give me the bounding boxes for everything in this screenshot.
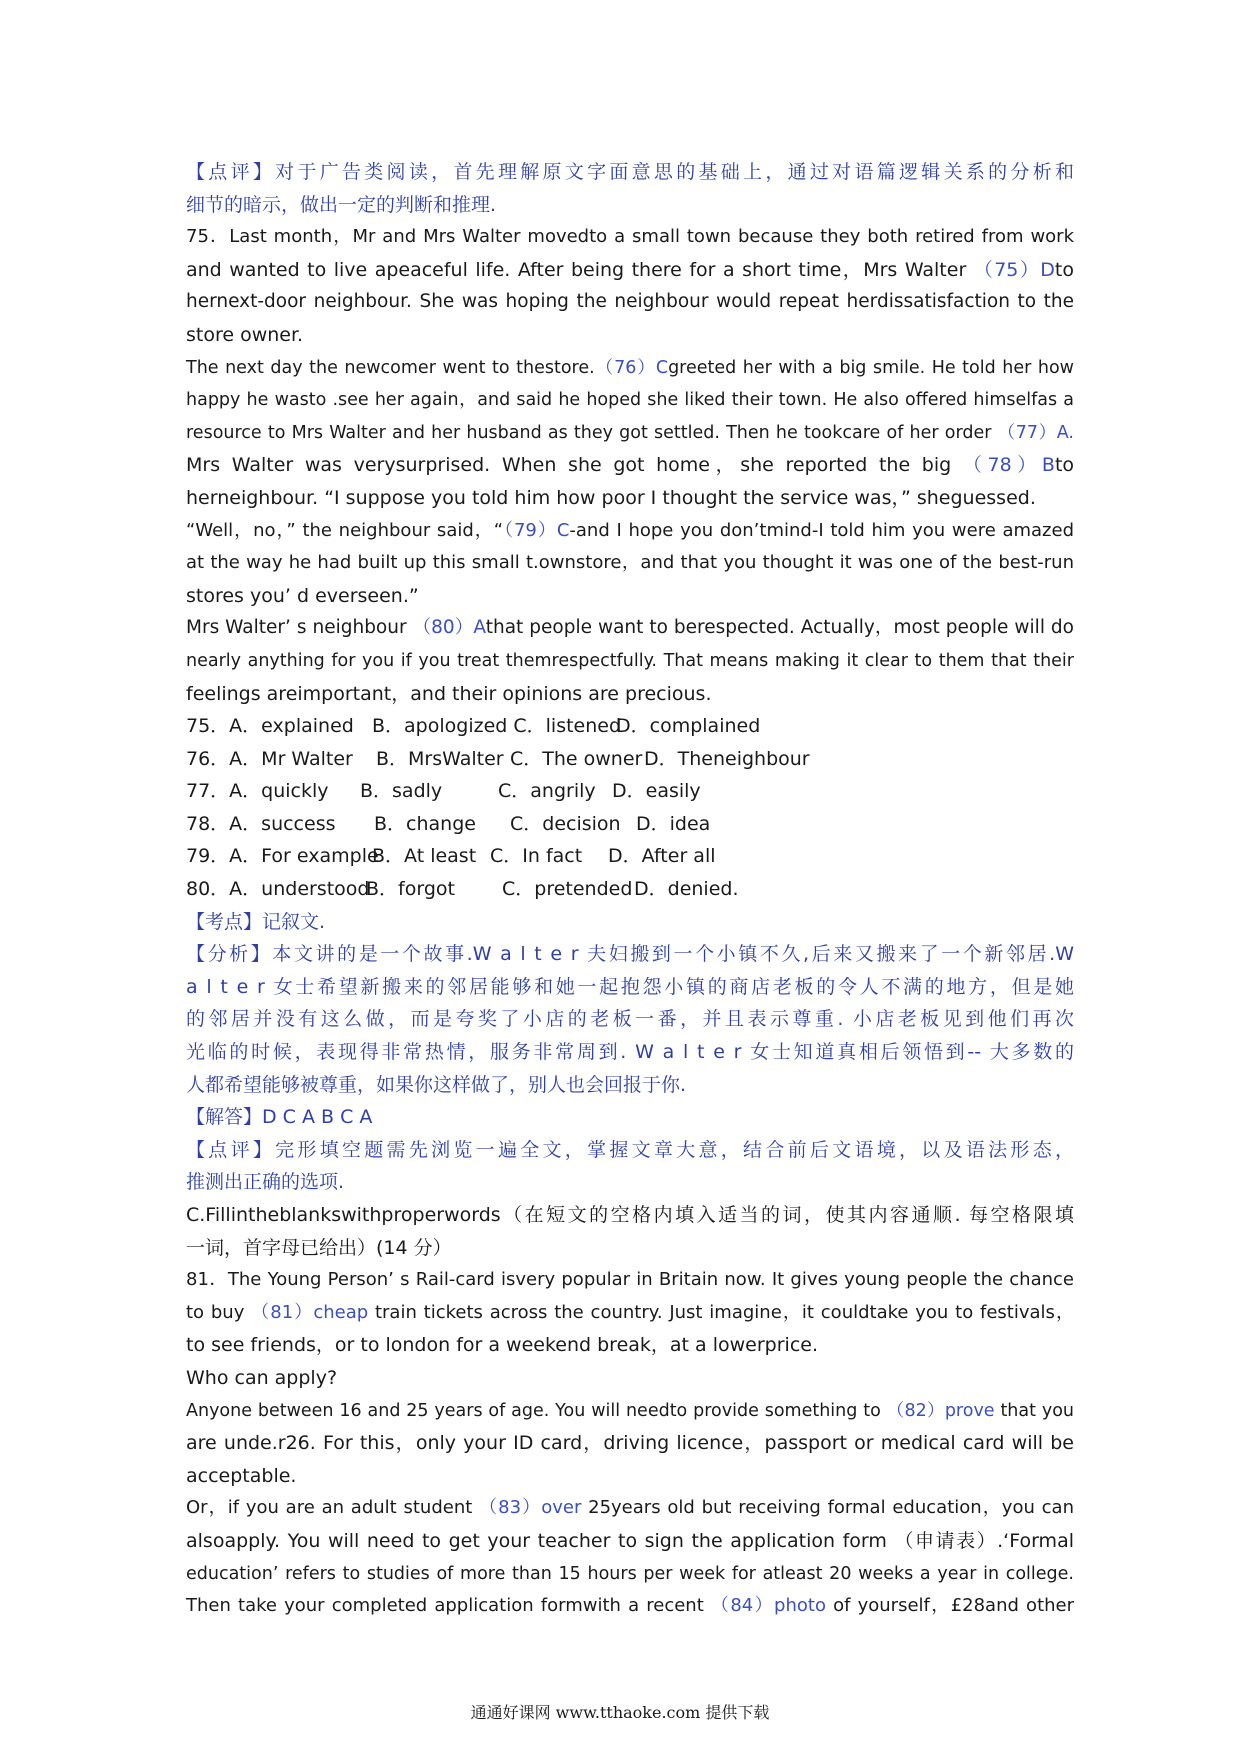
text-segment: to see friends，or to london for a weekend break，at a lowerprice. — [186, 1334, 819, 1357]
text-line — [186, 1166, 1074, 1199]
option-row — [186, 743, 1074, 776]
answer-mark: （77）A. — [997, 422, 1074, 443]
text-segment: 81．The Young Person’ s Rail-card isvery popular in Britain now. It gives young people the chance — [186, 1269, 1074, 1291]
text-segment: to buy — [186, 1301, 252, 1323]
text-line — [186, 938, 1074, 971]
text-segment: -and I hope you don’tmind-I told him you were amazed — [569, 519, 1075, 541]
text-segment: alsoapply. You will need to get your teacher to sign the application form （申请表）.‘Formal — [186, 1529, 1074, 1552]
text-line — [186, 906, 1074, 939]
text-line — [186, 1003, 1074, 1036]
text-line — [186, 580, 1074, 613]
option-row — [186, 775, 1074, 808]
text-line — [186, 1460, 1074, 1493]
option-choice: D．After all — [608, 845, 716, 868]
answer-mark: （84）photo — [710, 1595, 826, 1617]
text-segment: Who can apply? — [186, 1366, 338, 1389]
text-line — [186, 156, 1074, 189]
text-segment: 光临的时候，表现得非常热情，服务非常周到. W a l t e r 女士知道真相后领悟到-- 大多数的 — [186, 1041, 1074, 1064]
answer-mark: （82）prove — [886, 1400, 995, 1421]
text-segment: Or，if you are an adult student — [186, 1497, 480, 1519]
text-segment: train tickets across the country. Just imagine，it couldtake you to festivals， — [368, 1301, 1075, 1323]
text-segment: of yourself，£28and other — [825, 1595, 1075, 1617]
text-segment: 的邻居并没有这么做，而是夸奖了小店的老板一番，并且表示尊重. 小店老板见到他们再次 — [186, 1008, 1074, 1031]
text-line — [186, 1036, 1074, 1069]
text-segment: 【分析】本文讲的是一个故事.W a l t e r 夫妇搬到一个小镇不久,后来又搬来了一个新邻居.W — [186, 943, 1074, 966]
text-segment: 【解答】D C A B C A — [186, 1106, 373, 1129]
text-segment: education’ refers to studies of more than 15 hours per week for atleast 20 weeks a year in college. — [186, 1563, 1074, 1584]
text-segment: store owner. — [186, 323, 304, 346]
text-line — [186, 384, 1074, 417]
text-segment: feelings areimportant，and their opinions are precious. — [186, 682, 712, 705]
text-line — [186, 1199, 1074, 1232]
text-segment: Mrs Walter’ s neighbour — [186, 617, 413, 639]
text-segment: The next day the newcomer went to thestore. — [186, 357, 595, 378]
option-choice: D．complained — [616, 715, 761, 738]
text-segment: Anyone between 16 and 25 years of age. You will needto provide something to — [186, 1400, 887, 1421]
text-line — [186, 612, 1074, 645]
option-row — [186, 873, 1074, 906]
text-segment: to — [1054, 258, 1074, 281]
text-segment: C.Fillintheblankswithproperwords（在短文的空格内填入适当的词，使其内容通顺. 每空格限填 — [186, 1204, 1074, 1226]
text-line — [186, 1590, 1074, 1623]
text-line — [186, 1427, 1074, 1460]
text-segment: 75．Last month，Mr and Mrs Walter movedto a small town because they both retired from work — [186, 226, 1074, 248]
text-segment: “Well，no，” the neighbour said，“ — [186, 519, 504, 541]
text-segment: resource to Mrs Walter and her husband as they got settled. Then he tookcare of her order — [186, 422, 998, 443]
option-choice: 78．A．success — [186, 812, 336, 835]
text-segment: acceptable. — [186, 1464, 297, 1487]
option-choice: C．pretended — [502, 878, 633, 901]
option-row — [186, 710, 1074, 743]
answer-mark: （75）D — [973, 258, 1055, 281]
option-choice: 79．A．For example — [186, 845, 379, 868]
text-line — [186, 1492, 1074, 1525]
text-segment: happy he wasto .see her again，and said he hoped she liked their town. He also offered himselfas a — [186, 390, 1074, 411]
option-row — [186, 840, 1074, 873]
text-segment: stores you’ d everseen.” — [186, 584, 419, 607]
text-line — [186, 482, 1074, 515]
text-segment: 细节的暗示，做出一定的判断和推理. — [186, 193, 497, 216]
answer-mark: （81）cheap — [251, 1301, 369, 1323]
option-choice: 77．A．quickly — [186, 780, 329, 803]
option-row — [186, 808, 1074, 841]
text-line — [186, 286, 1074, 319]
text-line — [186, 254, 1074, 287]
text-line — [186, 971, 1074, 1004]
option-choice: 80．A．understood — [186, 878, 370, 901]
text-line — [186, 1395, 1074, 1428]
text-segment: that you — [994, 1400, 1074, 1421]
text-segment: 【考点】记叙文. — [186, 910, 326, 933]
text-line — [186, 1232, 1074, 1265]
text-line — [186, 189, 1074, 222]
answer-mark: （80）A — [412, 617, 486, 639]
text-segment: 25years old but receiving formal education，you can — [581, 1497, 1074, 1519]
option-choice: 76．A．Mr Walter — [186, 747, 353, 770]
text-segment: a l t e r 女士希望新搬来的邻居能够和她一起抱怨小镇的商店老板的令人不满的地方，但是她 — [186, 975, 1074, 998]
option-choice: B．apologized C．listened — [372, 715, 622, 738]
option-choice: C．In fact — [490, 845, 583, 868]
text-line — [186, 417, 1074, 450]
text-line — [186, 1329, 1074, 1362]
text-segment: at the way he had built up this small t.ownstore，and that you thought it was one of the best-run — [186, 552, 1074, 574]
answer-mark: （79）C — [503, 519, 570, 541]
option-choice: B．sadly — [360, 780, 443, 803]
answer-mark: （76）C — [594, 357, 669, 378]
answer-mark: （78）B — [962, 454, 1055, 477]
document-page — [186, 156, 1074, 1623]
text-segment: 【点评】对于广告类阅读，首先理解原文字面意思的基础上，通过对语篇逻辑关系的分析和 — [186, 161, 1074, 183]
text-line — [186, 1134, 1074, 1167]
text-segment: to — [1054, 454, 1075, 477]
text-line — [186, 1069, 1074, 1102]
option-choice: D．easily — [612, 780, 701, 803]
text-line — [186, 547, 1074, 580]
page-footer: 通通好课网 www.tthaoke.com 提供下载 — [470, 1703, 770, 1722]
option-choice: B．At least — [372, 845, 477, 868]
text-line — [186, 319, 1074, 352]
option-choice: B．MrsWalter — [376, 747, 504, 770]
option-choice: 75．A．explained — [186, 715, 354, 738]
option-choice: D．Theneighbour — [644, 747, 810, 770]
text-line — [186, 1362, 1074, 1395]
text-segment: 推测出正确的选项. — [186, 1171, 345, 1194]
text-line — [186, 1101, 1074, 1134]
text-segment: 【点评】完形填空题需先浏览一遍全文，掌握文章大意，结合前后文语境，以及语法形态， — [186, 1138, 1074, 1161]
text-segment: are unde.r26. For this，only your ID card，driving licence，passport or medical card will be — [186, 1432, 1074, 1455]
option-choice: B．forgot — [366, 878, 455, 901]
option-choice: C．angrily — [498, 780, 596, 803]
text-segment: Then take your completed application formwith a recent — [186, 1595, 711, 1617]
text-segment: greeted her with a big smile. He told her how — [668, 357, 1074, 378]
text-line — [186, 515, 1074, 548]
text-segment: and wanted to live apeaceful life. After being there for a short time，Mrs Walter — [186, 258, 974, 281]
option-choice: D．idea — [636, 812, 711, 835]
text-segment: 人都希望能够被尊重，如果你这样做了，别人也会回报于你. — [186, 1073, 687, 1096]
text-segment: nearly anything for you if you treat themrespectfully. That means making it clear to them that their — [186, 650, 1074, 671]
text-segment: hernext-door neighbour. She was hoping the neighbour would repeat herdissatisfaction to the — [186, 291, 1074, 313]
text-segment: 一词，首字母已给出）(14 分） — [186, 1236, 452, 1259]
text-segment: Mrs Walter was verysurprised. When she got home，she reported the big — [186, 454, 963, 477]
option-choice: D．denied. — [634, 878, 739, 901]
option-choice: C．decision — [510, 812, 621, 835]
text-line — [186, 449, 1074, 482]
text-line — [186, 1525, 1074, 1558]
text-segment: that people want to berespected. Actually，most people will do — [485, 617, 1074, 639]
text-line — [186, 221, 1074, 254]
text-line — [186, 352, 1074, 385]
text-line — [186, 1264, 1074, 1297]
option-choice: C．The owner — [510, 747, 643, 770]
text-line — [186, 645, 1074, 678]
option-choice: B．change — [374, 812, 476, 835]
text-segment: herneighbour. “I suppose you told him how poor I thought the service was，” sheguessed. — [186, 486, 1036, 509]
text-line — [186, 678, 1074, 711]
text-line — [186, 1297, 1074, 1330]
text-line — [186, 1558, 1074, 1591]
answer-mark: （83）over — [479, 1497, 582, 1519]
